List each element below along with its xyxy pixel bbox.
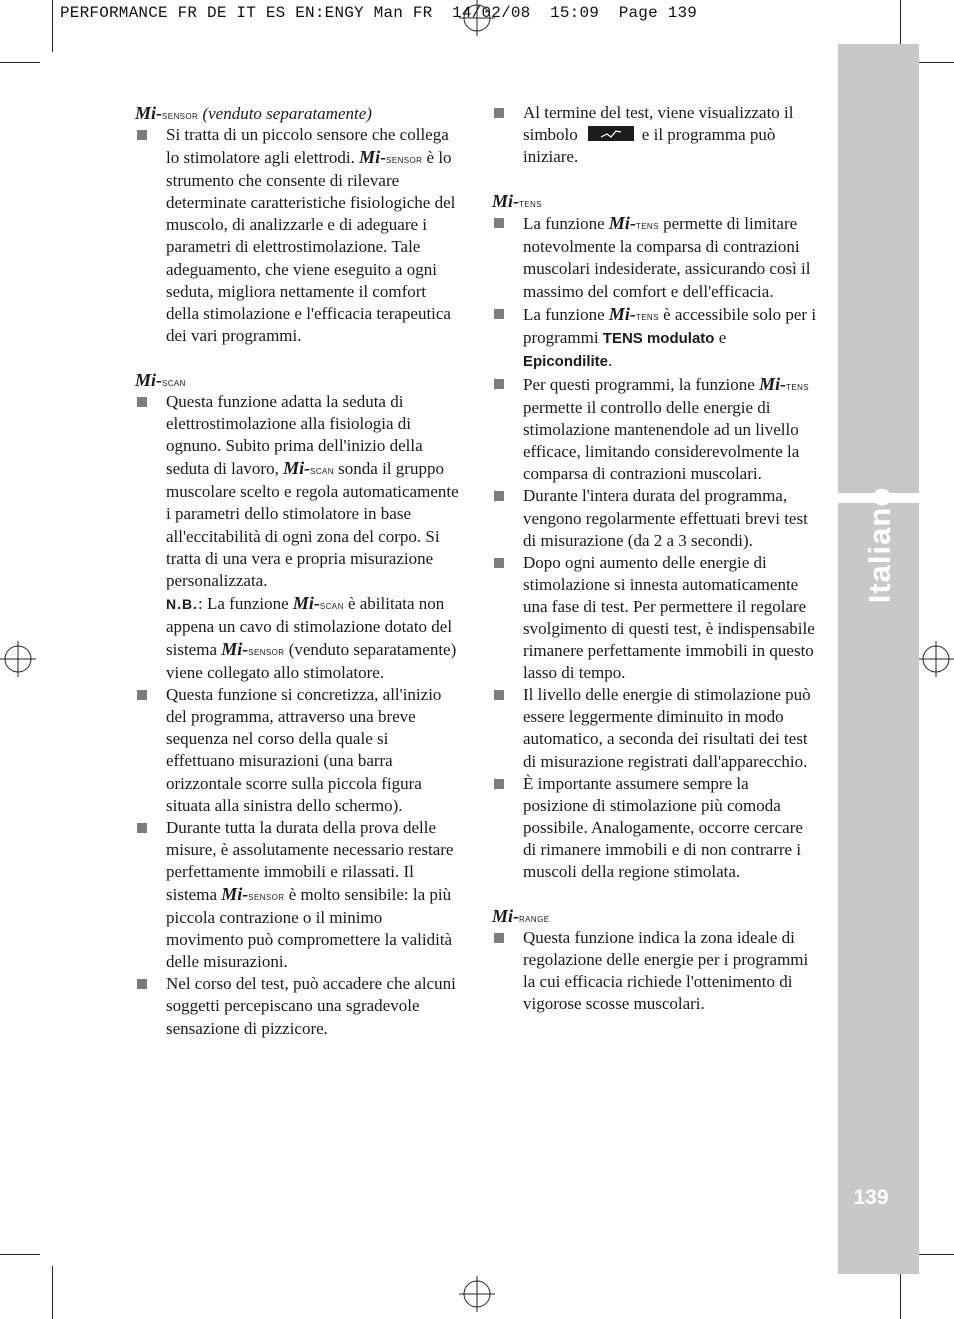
program-name: Epicondilite xyxy=(523,352,609,370)
crop-mark xyxy=(913,1254,954,1255)
section-heading-range xyxy=(492,905,818,927)
paragraph-text: : La funzione xyxy=(198,593,289,613)
paragraph-text: è abilitata non appena un cavo di stimolazione dotato del sistema xyxy=(166,593,453,659)
page-number: 139 xyxy=(853,1186,889,1209)
list-item xyxy=(492,485,818,551)
brand-logo: Mi- xyxy=(221,884,249,904)
paragraph-text: permette di limitare notevolmente la comparsa di contrazioni muscolari indesiderate, assicurando così il massimo del comfort e dell'efficacia. xyxy=(523,214,811,301)
left-column xyxy=(135,102,461,1040)
brand-logo: Mi- xyxy=(283,458,311,479)
crop-mark xyxy=(52,1266,53,1319)
paragraph-text: Nel corso del test, può accadere che alcuni soggetti percepiscano una sgradevole sensazione di pizzicore. xyxy=(166,974,456,1038)
paragraph-text: Questa funzione indica la zona ideale di regolazione delle energie per i programmi la cui efficacia richiede l'ottenimento di vigorose scosse muscolari. xyxy=(523,928,809,1014)
registration-mark-icon xyxy=(0,641,36,677)
paragraph-text: Il livello delle energie di stimolazione può essere leggermente diminuito in modo automatico, a seconda dei risultati dei test di misurazione registrati dall'apparecchio. xyxy=(523,685,811,771)
bullet-square-icon xyxy=(494,108,504,118)
bullet-square-icon xyxy=(494,379,504,389)
brand-logo: Mi- xyxy=(359,147,387,168)
list-item xyxy=(492,102,818,168)
paragraph-text: Questa funzione adatta la seduta di elettrostimolazione alla fisiologia di ognuno. Subito prima dell'inizio della seduta di lavoro, xyxy=(166,391,423,479)
brand-logo: Mi- xyxy=(492,906,519,927)
section-heading-tens xyxy=(492,190,818,212)
bullet-square-icon xyxy=(494,779,504,789)
paragraph-text: Durante tutta la durata della prova delle misure, è assolutamente necessario restare perfettamente immobili e rilassati. Il sistema xyxy=(166,817,454,904)
paragraph-text: sonda il gruppo muscolare scelto e regola automaticamente i parametri dello stimolatore in base all'eccitabilità di ogni zona del corpo. Si tratta di una vera e propria misurazione personalizzata. xyxy=(166,459,459,590)
list-item xyxy=(135,391,461,684)
program-name: TENS modulato xyxy=(602,329,715,347)
list-item xyxy=(135,817,461,974)
crop-mark xyxy=(0,1254,40,1255)
bullet-square-icon xyxy=(137,690,147,700)
registration-mark-icon xyxy=(918,641,954,677)
brand-logo: Mi- xyxy=(135,103,162,123)
crop-mark xyxy=(0,62,40,63)
brand-logo: Mi- xyxy=(135,369,162,390)
paragraph-text: Al termine del test, viene visualizzato il simbolo xyxy=(523,103,794,145)
language-label: Italiano xyxy=(862,486,897,604)
brand-suffix: range xyxy=(519,911,550,926)
nb-label: N.B. xyxy=(166,595,198,612)
paragraph-text: La funzione xyxy=(523,214,605,234)
paragraph-text: . xyxy=(608,350,613,370)
bullet-square-icon xyxy=(137,397,147,407)
brand-suffix: sensor xyxy=(248,889,285,903)
list-item xyxy=(135,973,461,1039)
brand-suffix: tens xyxy=(635,218,659,233)
paragraph-text: Si tratta di un piccolo sensore che collega lo stimolatore agli elettrodi. xyxy=(166,125,449,168)
section-heading-sensor xyxy=(135,102,461,124)
brand-logo: Mi- xyxy=(608,213,636,234)
list-item xyxy=(492,684,818,772)
test-complete-symbol-icon xyxy=(588,126,634,141)
brand-suffix: scan xyxy=(162,374,186,389)
list-item xyxy=(135,684,461,817)
paragraph-text: è lo strumento che consente di rilevare determinate caratteristiche fisiologiche del muscolo, di analizzarle e di adeguare i parametri di elettrostimolazione. Tale adeguamento, che viene eseguito a ogni seduta, migliora nettamente il comfort della stimolazione e l'efficacia terapeutica dei vari programmi. xyxy=(166,148,456,345)
language-sidebar xyxy=(838,44,919,1274)
paragraph-text: e il programma può iniziare. xyxy=(523,125,776,167)
brand-logo: Mi- xyxy=(759,373,787,394)
paragraph-text: Questa funzione si concretizza, all'inizio del programma, attraverso una breve sequenza nel corso della quale si effettuano misurazioni (una barra orizzontale scorre sulla piccola figura situata alla sinistra dello schermo). xyxy=(166,685,442,815)
bullet-square-icon xyxy=(494,933,504,943)
registration-mark-icon xyxy=(459,1276,495,1312)
list-item xyxy=(135,124,461,347)
paragraph-text: e xyxy=(718,327,727,347)
registration-mark-icon xyxy=(459,0,495,36)
brand-logo: Mi- xyxy=(608,303,636,324)
list-item xyxy=(492,303,818,373)
brand-logo: Mi- xyxy=(221,638,249,659)
paragraph-text: permette il controllo delle energie di stimolazione mantenendole ad un livello efficace, limitando considerevolmente la comparsa di contrazioni muscolari. xyxy=(523,398,800,484)
paragraph-text: Per questi programmi, la funzione xyxy=(523,374,755,394)
paragraph-text: È importante assumere sempre la posizione di stimolazione più comoda possibile. Analogamente, occorre cercare di rimanere immobili e di non contrarre i muscoli della regione stimolata. xyxy=(523,773,803,881)
list-item xyxy=(492,927,818,1015)
print-header: PERFORMANCE FR DE IT ES EN:ENGY Man FR 14/02/08 15:09 Page 139 xyxy=(60,4,698,22)
crop-mark xyxy=(52,0,53,52)
brand-suffix: sensor xyxy=(386,152,423,167)
bullet-square-icon xyxy=(494,309,504,319)
brand-logo: Mi- xyxy=(292,592,320,613)
crop-mark xyxy=(913,62,954,63)
right-column xyxy=(492,102,818,1015)
paragraph-text: è molto sensibile: la più piccola contrazione o il minimo movimento può compromettere la validità delle misurazioni. xyxy=(166,885,453,972)
brand-suffix: scan xyxy=(319,597,344,612)
list-item xyxy=(492,552,818,685)
paragraph-text: (venduto separatamente) viene collegato allo stimolatore. xyxy=(166,639,457,683)
brand-suffix: sensor xyxy=(162,108,199,122)
bullet-square-icon xyxy=(494,690,504,700)
section-heading-scan xyxy=(135,369,461,391)
list-item xyxy=(492,773,818,883)
bullet-square-icon xyxy=(494,558,504,568)
bullet-square-icon xyxy=(494,491,504,501)
brand-suffix: tens xyxy=(786,378,809,393)
bullet-square-icon xyxy=(137,979,147,989)
heading-note: (venduto separatamente) xyxy=(202,104,372,123)
paragraph-text: Durante l'intera durata del programma, vengono regolarmente effettuati brevi test di misurazione (da 2 a 3 secondi). xyxy=(523,486,808,550)
bullet-square-icon xyxy=(494,218,504,228)
paragraph-text: Dopo ogni aumento delle energie di stimolazione si innesta automaticamente una fase di test. Per permettere il regolare svolgimento di questi test, è indispensabile rimanere perfettamente immobili in questo lasso di tempo. xyxy=(523,552,815,683)
paragraph-text: è accessibile solo per i programmi xyxy=(523,304,817,347)
brand-suffix: tens xyxy=(519,196,542,211)
bullet-square-icon xyxy=(137,130,147,140)
brand-suffix: scan xyxy=(310,463,334,478)
brand-suffix: tens xyxy=(635,308,659,323)
list-item xyxy=(492,212,818,302)
brand-suffix: sensor xyxy=(248,643,285,658)
paragraph-text: La funzione xyxy=(523,304,605,324)
list-item xyxy=(492,373,818,485)
brand-logo: Mi- xyxy=(492,191,519,212)
bullet-square-icon xyxy=(137,823,147,833)
